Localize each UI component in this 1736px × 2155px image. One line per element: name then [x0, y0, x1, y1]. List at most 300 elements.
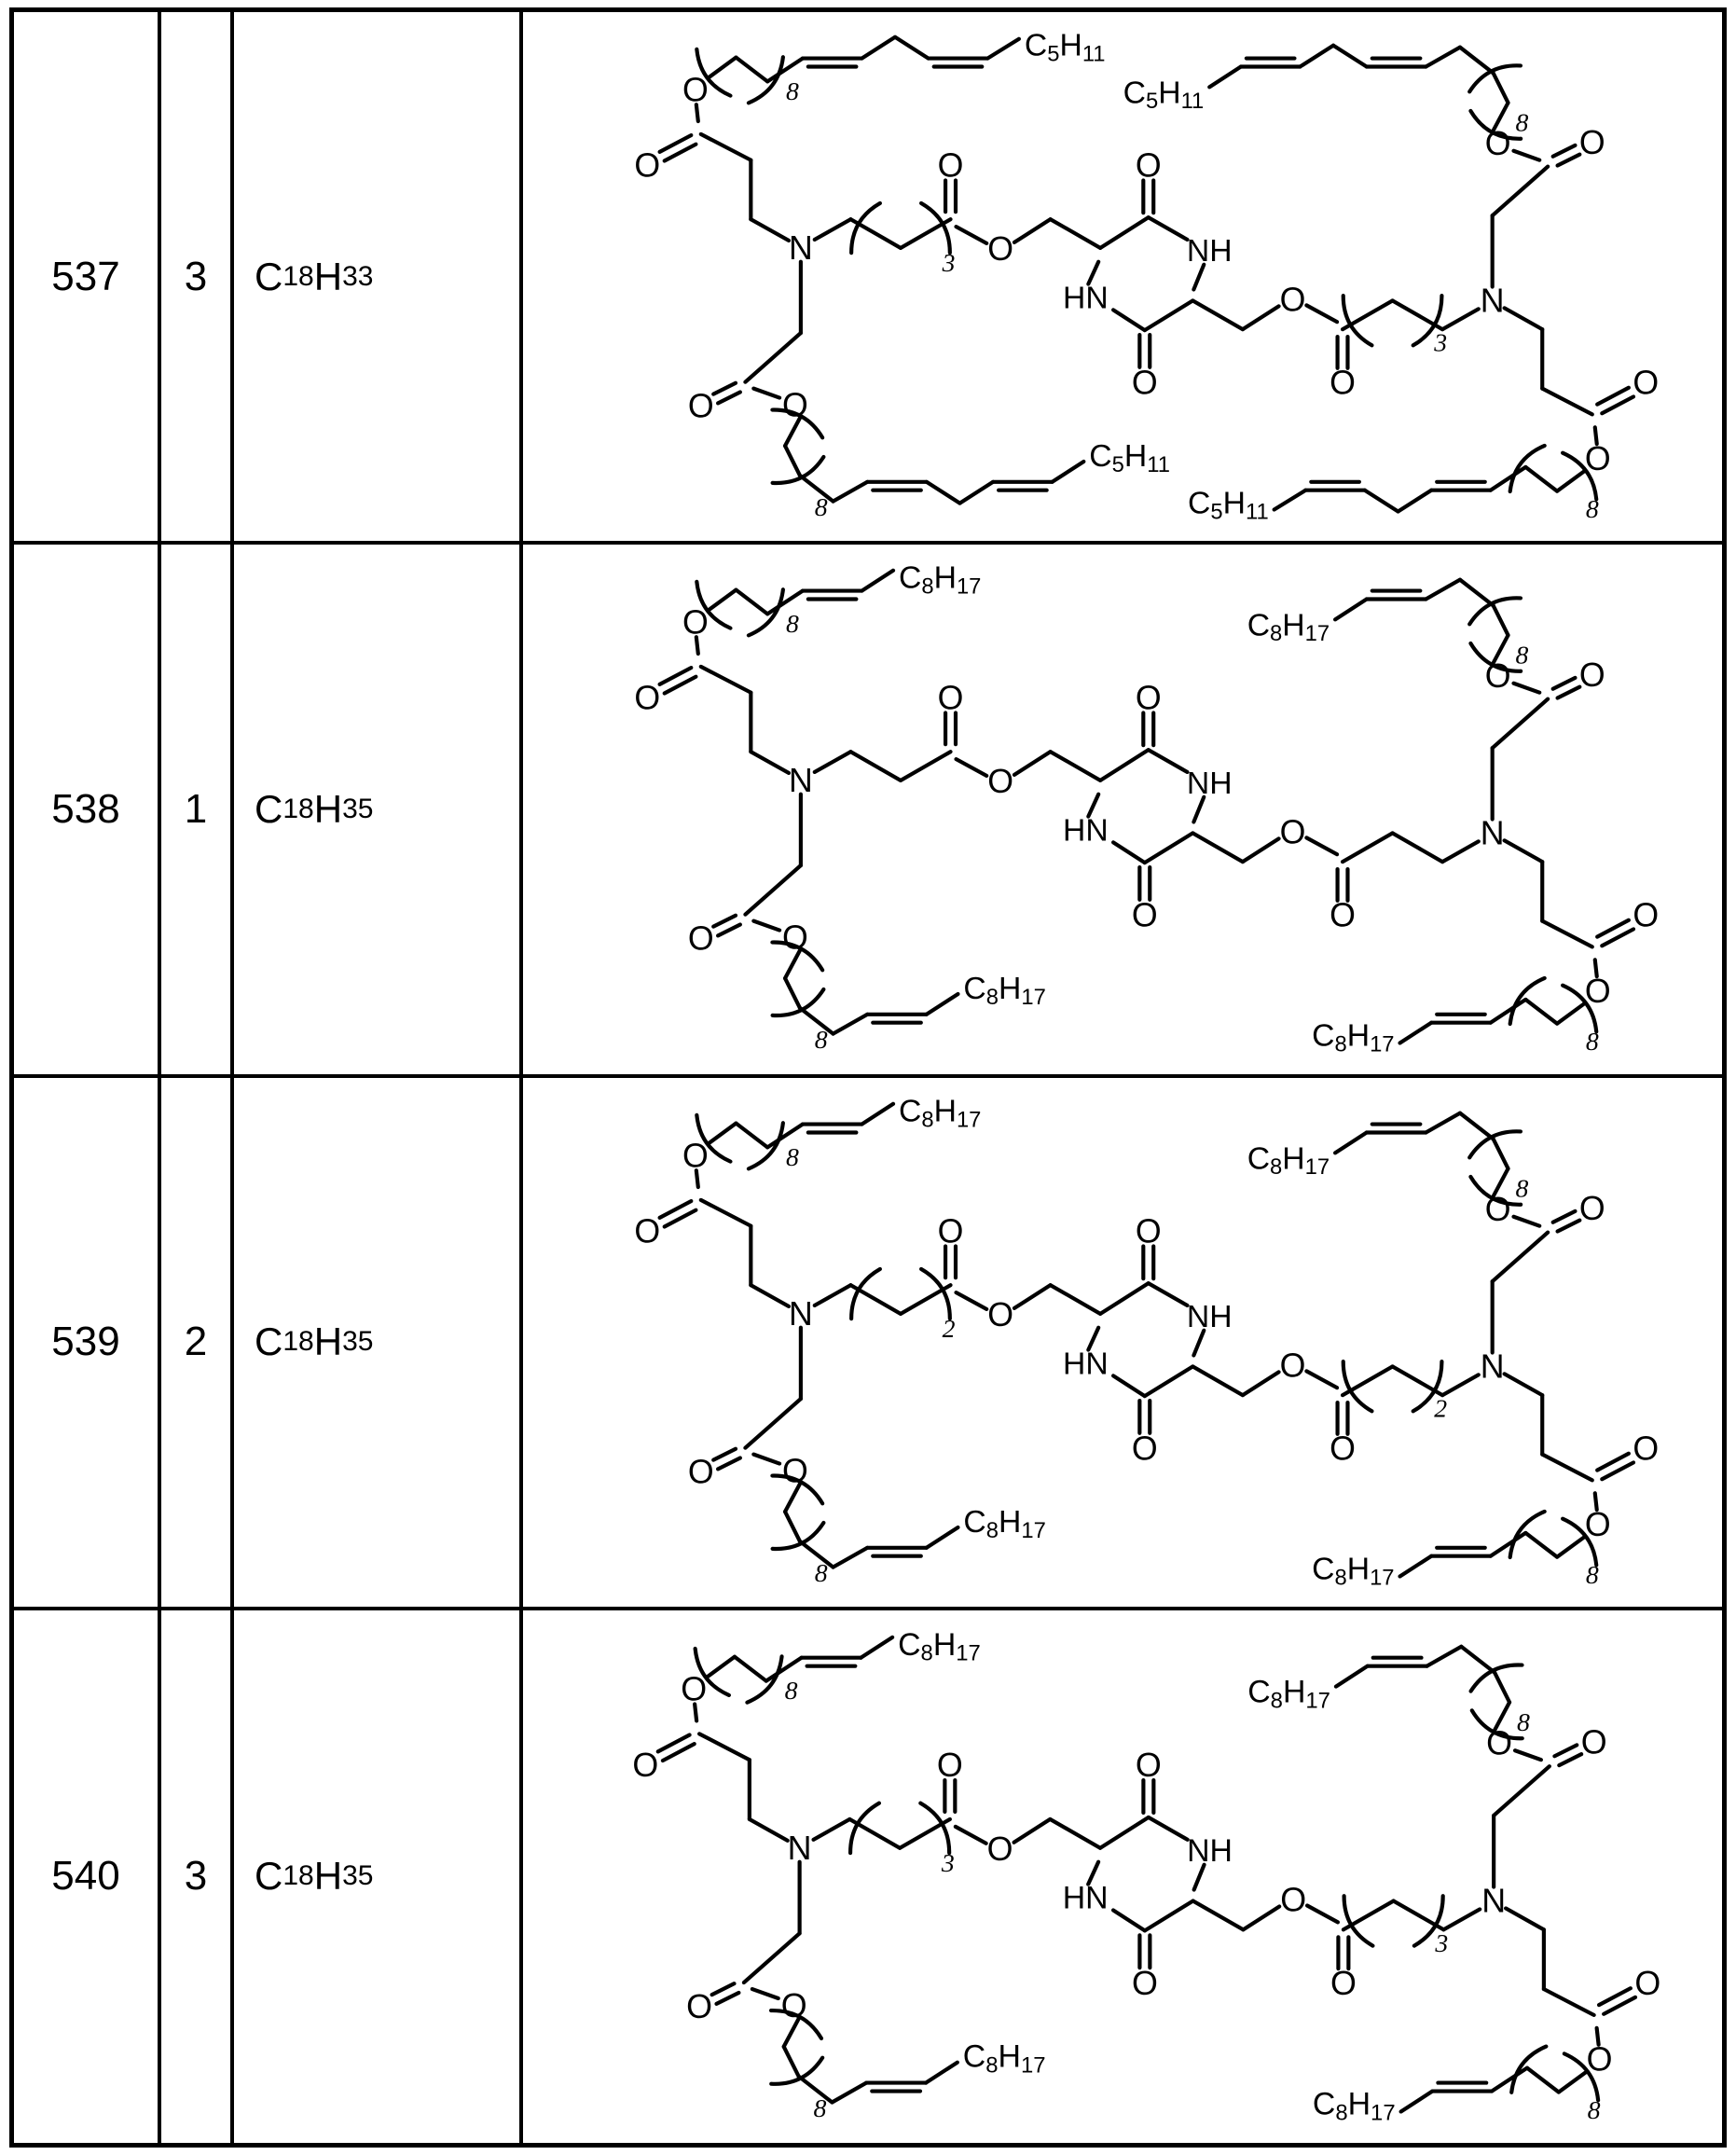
tail-formula-part: 8	[921, 1106, 934, 1132]
compound-table	[9, 7, 1727, 2148]
atom-label: O	[632, 1746, 659, 1784]
atom-label: N	[1481, 1882, 1507, 1920]
repeat-subscript: 8	[1515, 641, 1529, 670]
atom-label: O	[1584, 439, 1611, 477]
bond	[1398, 490, 1432, 512]
repeat-subscript: 8	[814, 1026, 828, 1056]
tail-formula-part: 17	[1304, 620, 1330, 646]
bond	[1113, 843, 1145, 863]
bond	[1014, 219, 1051, 242]
atom-label: O	[1484, 1190, 1511, 1228]
bond	[751, 219, 789, 241]
bond	[1145, 300, 1193, 330]
bond	[1495, 1672, 1509, 1702]
bond	[1557, 1536, 1585, 1556]
atom-label: O	[1135, 146, 1162, 185]
bond	[1426, 580, 1460, 600]
bond	[1491, 467, 1526, 490]
atom-label: O	[937, 146, 964, 185]
bond	[901, 752, 951, 780]
formula-symbol: C	[255, 1319, 283, 1364]
bond	[1051, 219, 1101, 248]
bond	[1442, 842, 1479, 863]
atom-label: O	[1584, 1505, 1611, 1543]
atom-label: N	[1480, 1347, 1505, 1385]
tail-formula-label	[963, 971, 1045, 1009]
bond	[718, 925, 740, 936]
bond	[1113, 1910, 1145, 1930]
bond	[745, 1399, 801, 1448]
structure-cell	[523, 545, 1722, 1077]
bond	[701, 1199, 751, 1225]
atom-label: O	[782, 919, 808, 957]
tail-formula-part: 5	[1210, 499, 1223, 525]
bond	[1542, 389, 1592, 415]
bond	[735, 1656, 766, 1680]
atom-label: O	[1330, 1430, 1356, 1468]
bond	[1145, 1900, 1193, 1930]
atom-label: HN	[1062, 280, 1109, 316]
tail-formula-part: C	[1312, 2086, 1336, 2122]
bond	[1100, 1283, 1149, 1314]
bond	[1053, 462, 1084, 482]
bond	[1505, 1374, 1543, 1395]
bond	[1145, 834, 1193, 863]
linker-n-value: 1	[184, 785, 208, 832]
bond	[1491, 1000, 1526, 1023]
atom-label: O	[1633, 896, 1660, 934]
atom-label: O	[1633, 1430, 1660, 1468]
bond	[752, 1989, 778, 1998]
atom-label: O	[682, 71, 709, 109]
bond	[713, 1448, 736, 1459]
bond	[785, 446, 800, 476]
tail-formula-part: 5	[1145, 88, 1159, 114]
atom-label: O	[1279, 1346, 1306, 1384]
bond-group	[660, 1103, 1633, 1576]
molecule-diagram	[523, 1078, 1722, 1607]
bond	[1113, 310, 1145, 330]
bond	[709, 58, 737, 78]
bond	[1307, 1905, 1338, 1922]
atom-label: HN	[1062, 812, 1109, 849]
formula-symbol: C	[255, 1854, 283, 1899]
tail-formula-part: C	[963, 1503, 986, 1540]
bond	[736, 58, 767, 82]
bond	[785, 978, 800, 1008]
formula-subscript: 35	[342, 1860, 374, 1892]
bond	[1243, 1906, 1279, 1929]
formula-subscript: 18	[282, 1860, 314, 1892]
bond	[1494, 73, 1509, 103]
repeat-subscript: 8	[1515, 108, 1529, 138]
tail-formula-part: C	[1024, 27, 1048, 63]
atom-label: HN	[1062, 1345, 1109, 1381]
bond	[751, 752, 789, 773]
molecule-diagram	[523, 1610, 1722, 2143]
atom-label: O	[1131, 1964, 1158, 2002]
atom-label: O	[1580, 1723, 1607, 1761]
repeat-subscript: 8	[786, 76, 799, 106]
bond	[895, 37, 929, 59]
bond	[861, 37, 895, 59]
atom-label: O	[1578, 656, 1605, 695]
bond	[1192, 300, 1243, 329]
bond	[1426, 1647, 1461, 1666]
tail-formula-label	[1313, 2086, 1396, 2124]
bond	[1336, 1665, 1368, 1686]
bond	[1525, 467, 1557, 491]
repeat-subscript: 3	[1434, 328, 1448, 358]
formula-symbol: C	[255, 254, 283, 298]
tail-formula-part: 11	[1245, 499, 1269, 525]
bond	[1365, 490, 1398, 512]
formula-symbol: H	[313, 254, 343, 298]
bond	[1544, 1989, 1594, 2015]
bond	[927, 1526, 958, 1547]
bond	[753, 921, 779, 931]
bond	[1243, 1372, 1279, 1395]
bond	[861, 1637, 892, 1658]
tail-formula-part: C	[898, 1626, 921, 1663]
atom-label: O	[1131, 1430, 1158, 1468]
bond	[701, 667, 751, 693]
repeat-subscript: 8	[1515, 1174, 1529, 1204]
atom-label: O	[780, 1986, 807, 2024]
bond	[1100, 217, 1149, 248]
formula-subscript: 35	[342, 793, 374, 824]
tail-formula-part: C	[1247, 607, 1271, 643]
atom-label: O	[1584, 973, 1611, 1011]
tail-formula-label	[1247, 608, 1330, 646]
bond	[1306, 305, 1337, 322]
bond	[834, 482, 868, 502]
bond	[1557, 471, 1585, 491]
bond	[861, 1103, 893, 1124]
bond	[815, 219, 851, 240]
atom-label: NH	[1186, 1298, 1233, 1334]
atom-label: O	[987, 763, 1013, 801]
repeat-subscript: 8	[813, 2093, 827, 2123]
bond	[1558, 1220, 1580, 1231]
formula-symbol: H	[313, 1319, 343, 1364]
tail-formula-part: 8	[1270, 620, 1283, 646]
bond	[1243, 839, 1279, 863]
bond	[1558, 155, 1580, 166]
bond	[1460, 48, 1494, 74]
structure-cell	[523, 1610, 1722, 2143]
bond	[1505, 308, 1543, 329]
tail-formula-part: 8	[1270, 1153, 1283, 1180]
bond	[1513, 151, 1539, 160]
atom-label: O	[987, 1295, 1013, 1333]
bond	[1493, 167, 1549, 216]
linker-n-value: 2	[184, 1319, 208, 1365]
bond	[1149, 1283, 1188, 1305]
atom-label: O	[1633, 364, 1660, 402]
tail-formula-label	[963, 1504, 1045, 1542]
bond	[1400, 1023, 1432, 1043]
bond	[1113, 1375, 1145, 1396]
bond	[785, 1512, 800, 1541]
repeat-subscript: 8	[786, 610, 799, 640]
formula-subscript: 18	[282, 793, 314, 824]
formula-subscript: 18	[282, 1326, 314, 1358]
bond	[709, 590, 737, 611]
atom-label: O	[937, 1212, 964, 1250]
tail-formula-part: 8	[985, 1516, 999, 1542]
tail-formula-part: H	[999, 971, 1022, 1007]
bond	[1343, 834, 1393, 863]
bond	[1192, 834, 1243, 863]
atom-label: NH	[1187, 1832, 1233, 1869]
atom-label: O	[682, 603, 709, 642]
tail-formula-part: H	[998, 2038, 1021, 2075]
atom-label: O	[1484, 124, 1511, 162]
bond	[1192, 1366, 1243, 1395]
bond	[1333, 46, 1367, 67]
atom-label: O	[687, 1452, 714, 1490]
compound-id: 540	[51, 1853, 120, 1899]
atom-label: O	[1330, 896, 1356, 934]
repeat-subscript: 8	[1585, 1560, 1599, 1590]
tail-formula-part: 11	[1082, 41, 1106, 67]
tail-formula-part: 5	[1111, 451, 1124, 477]
bond	[1145, 1366, 1193, 1396]
formula-subscript: 18	[282, 260, 314, 292]
atom-label: O	[986, 1830, 1013, 1868]
tail-formula-part: 8	[985, 2051, 999, 2078]
bond	[736, 590, 767, 615]
bond	[1335, 1132, 1367, 1153]
atom-label: O	[782, 386, 808, 424]
bond	[1513, 684, 1539, 693]
tail-formula-part: H	[933, 559, 957, 596]
molecule-diagram	[523, 545, 1722, 1073]
bond	[716, 1993, 738, 2004]
tail-formula-part: C	[1089, 438, 1112, 475]
bond	[1491, 1532, 1526, 1555]
repeat-subscript: 3	[942, 249, 956, 279]
atom-label: O	[782, 1451, 808, 1489]
bond	[753, 1454, 779, 1463]
atom-label: O	[634, 679, 661, 717]
bond	[736, 1123, 767, 1147]
bond	[1014, 1285, 1051, 1308]
molecule-diagram	[523, 12, 1722, 541]
bond	[927, 994, 958, 1015]
bond	[1442, 1375, 1479, 1395]
tail-formula-part: 8	[1334, 1564, 1347, 1590]
repeat-subscript: 3	[1435, 1928, 1449, 1958]
tail-formula-part: 17	[1021, 984, 1046, 1010]
atom-label: O	[687, 387, 714, 425]
atom-label: O	[1280, 1881, 1307, 1919]
bond	[751, 1285, 789, 1306]
bond	[1461, 1647, 1495, 1673]
compound-id-cell	[14, 545, 161, 1077]
r-group-formula-cell	[234, 545, 523, 1077]
bond	[1525, 1532, 1557, 1556]
bond	[1542, 921, 1592, 947]
bond	[718, 393, 740, 404]
repeat-subscript: 8	[784, 1676, 798, 1706]
tail-formula-part: H	[1222, 485, 1246, 521]
tail-formula-part: H	[1346, 1017, 1371, 1054]
formula-subscript: 35	[342, 1326, 374, 1358]
bond-group	[660, 571, 1633, 1043]
r-group-formula-cell	[234, 1610, 523, 2143]
bond	[1460, 580, 1494, 606]
tail-formula-part: 17	[1021, 1516, 1046, 1542]
tail-formula-part: C	[1312, 1017, 1335, 1054]
bond	[834, 1015, 868, 1034]
compound-id: 539	[51, 1319, 120, 1365]
bond	[956, 1292, 986, 1309]
bond	[1442, 309, 1479, 329]
atom-label: O	[687, 919, 714, 958]
tail-formula-label	[1312, 1018, 1394, 1057]
tail-formula-part: H	[933, 1093, 957, 1129]
bond	[1401, 2091, 1433, 2111]
tail-formula-label	[1089, 438, 1170, 477]
tail-formula-part: 17	[1370, 1031, 1395, 1057]
atom-label: O	[1135, 679, 1162, 717]
repeat-subscript: 8	[814, 493, 828, 523]
bond	[1493, 699, 1549, 749]
bond	[1553, 145, 1576, 157]
atom-label: N	[787, 1829, 812, 1867]
bond	[1400, 1555, 1432, 1576]
tail-formula-part: H	[1059, 27, 1082, 63]
formula-symbol: C	[255, 786, 283, 831]
bond	[927, 482, 960, 504]
bond	[1149, 217, 1188, 240]
bond	[1515, 1750, 1541, 1760]
atom-label: O	[1634, 1964, 1661, 2002]
tail-formula-part: C	[962, 2038, 986, 2075]
bond	[753, 389, 779, 398]
tail-formula-label	[899, 560, 981, 599]
linker-n-value: 3	[184, 253, 208, 299]
bond	[1306, 838, 1337, 855]
bond	[1554, 1745, 1577, 1756]
tail-formula-label	[1312, 1551, 1394, 1589]
bond	[750, 1819, 788, 1841]
atom-label: O	[634, 1212, 661, 1250]
atom-label: O	[1131, 896, 1158, 934]
atom-label: O	[634, 146, 661, 185]
repeat-subscript: 8	[1587, 2095, 1601, 2125]
bond	[712, 1983, 735, 1995]
bond	[709, 1123, 737, 1143]
bond	[713, 383, 736, 394]
tail-formula-part: 17	[956, 573, 982, 600]
tail-formula-label	[899, 1093, 981, 1131]
tail-formula-part: H	[1282, 1674, 1306, 1710]
bond	[1243, 306, 1279, 329]
tail-formula-part: C	[899, 559, 922, 596]
atom-label: O	[682, 1136, 709, 1174]
bond	[1553, 678, 1576, 689]
bond	[1505, 841, 1543, 863]
bond	[1492, 2067, 1527, 2091]
bond	[1051, 752, 1101, 780]
bond	[926, 2062, 958, 2082]
tail-formula-part: 8	[1270, 1687, 1283, 1713]
tail-formula-label	[1123, 75, 1205, 113]
tail-formula-label	[898, 1627, 981, 1665]
atom-label: O	[1135, 1212, 1162, 1250]
bond	[1553, 1210, 1576, 1222]
bond	[1100, 750, 1149, 780]
tail-formula-part: 5	[1047, 41, 1060, 67]
bond	[1443, 1909, 1480, 1929]
tail-formula-part: 17	[1371, 2099, 1396, 2125]
repeat-subscript: 8	[1517, 1707, 1530, 1737]
atom-label: N	[788, 762, 813, 800]
bond	[956, 759, 986, 776]
tail-formula-part: 17	[1370, 1564, 1395, 1590]
bond	[1460, 1112, 1494, 1139]
tail-formula-label	[1247, 1674, 1330, 1712]
bond	[713, 916, 736, 927]
tail-formula-part: 11	[1147, 451, 1170, 477]
tail-formula-part: 8	[921, 573, 934, 600]
bond	[1506, 1908, 1544, 1929]
bond	[1050, 1819, 1100, 1848]
r-group-formula-cell	[234, 1078, 523, 1610]
bond	[1527, 2067, 1559, 2092]
bond	[1306, 1371, 1337, 1388]
structure-cell	[523, 12, 1722, 545]
bond	[1426, 1112, 1460, 1132]
bond	[1209, 67, 1241, 88]
bond	[1493, 1232, 1549, 1281]
atom-label: N	[788, 228, 813, 267]
bond	[815, 1285, 851, 1305]
bond	[744, 1933, 800, 1982]
atom-label: O	[937, 679, 964, 717]
tail-formula-part: 8	[1335, 2099, 1348, 2125]
bond	[1558, 687, 1580, 698]
atom-label: O	[1279, 281, 1306, 319]
bond	[1426, 48, 1460, 67]
r-group-formula-cell	[234, 12, 523, 545]
bond	[987, 39, 1019, 59]
repeat-subscript: 8	[1585, 495, 1599, 525]
atom-label: O	[1484, 657, 1511, 696]
tail-formula-label	[963, 2038, 1046, 2077]
bond	[1494, 1766, 1550, 1816]
tail-formula-part: H	[1282, 607, 1305, 643]
bond	[745, 865, 801, 915]
linker-n-value: 3	[184, 1853, 208, 1899]
atom-label: O	[1330, 364, 1356, 402]
atom-label: O	[1486, 1724, 1513, 1762]
atom-label: O	[987, 229, 1013, 268]
bond	[956, 227, 986, 243]
atom-label: O	[936, 1746, 963, 1784]
atom-label: NH	[1186, 766, 1233, 802]
tail-formula-part: C	[1312, 1551, 1335, 1587]
bond	[1149, 750, 1188, 772]
atom-label: O	[1578, 123, 1605, 161]
compound-id-cell	[14, 1610, 161, 2143]
bond	[1559, 2071, 1587, 2092]
bond	[956, 1827, 986, 1844]
bond	[959, 482, 993, 504]
